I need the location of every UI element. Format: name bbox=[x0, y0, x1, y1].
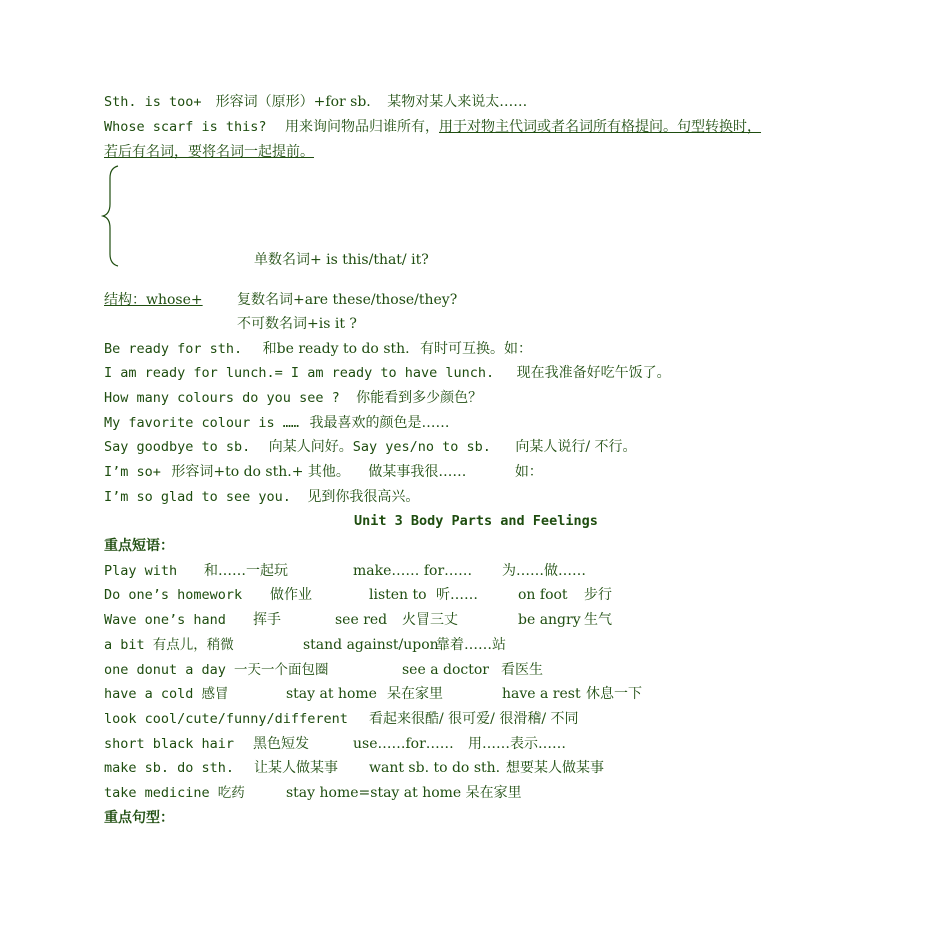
phrase-zh-2: 用……表示…… bbox=[468, 736, 566, 752]
brace-icon bbox=[100, 164, 124, 268]
phrase-en: look cool/cute/funny/different bbox=[104, 711, 348, 727]
example-so-glad bbox=[104, 487, 419, 507]
note-how-many bbox=[104, 388, 482, 408]
note-whose bbox=[104, 117, 761, 137]
phrase-en-2: stay at home bbox=[286, 686, 377, 702]
phrase-en-2: Say yes/no to sb. bbox=[352, 439, 491, 455]
phrase-en: Sth. is too+ bbox=[104, 94, 210, 110]
phrase-en: I’m so+ bbox=[104, 464, 161, 480]
phrase-zh-2: 听…… bbox=[436, 587, 478, 603]
phrase-explanation-underlined: 用于对物主代词或者名词所有格提问。句型转换时， bbox=[439, 119, 762, 135]
phrase-row bbox=[104, 684, 642, 704]
phrase-en-3: be angry bbox=[518, 612, 581, 628]
phrase-mixed: take medicine 吃药 bbox=[104, 785, 245, 801]
example-en: I’m so glad to see you. bbox=[104, 489, 291, 505]
phrase-zh: 做作业 bbox=[270, 587, 312, 603]
structure-plural: 复数名词+are these/those/they? bbox=[237, 292, 458, 308]
phrase-en: How many colours do you see ? bbox=[104, 390, 340, 406]
phrase-example-marker: 如： bbox=[514, 464, 543, 480]
example-zh: 现在我准备好吃午饭了。 bbox=[516, 365, 671, 381]
phrase-row bbox=[104, 709, 579, 729]
phrase-meaning: 做某事我很…… bbox=[368, 464, 467, 480]
unit-title: Unit 3 Body Parts and Feelings bbox=[354, 513, 598, 529]
phrase-row bbox=[104, 561, 586, 581]
phrase-zh-2: 看医生 bbox=[501, 662, 543, 678]
phrase-meaning-2: 向某人说行/ 不行。 bbox=[515, 439, 637, 455]
phrase-meaning: 向某人问好。 bbox=[268, 439, 353, 455]
phrase-zh-3: 休息一下 bbox=[586, 686, 642, 702]
phrase-row bbox=[104, 635, 506, 655]
phrase-row bbox=[104, 585, 612, 605]
phrase-en-3: have a rest bbox=[502, 686, 581, 702]
phrase-zh-3: 生气 bbox=[584, 612, 612, 628]
phrase-en-2: stand against/upon bbox=[303, 637, 439, 653]
phrase-meaning: 我最喜欢的颜色是…… bbox=[309, 415, 450, 431]
phrase-en: My favorite colour is …… bbox=[104, 415, 300, 431]
phrase-en: Wave one’s hand bbox=[104, 612, 226, 628]
phrase-zh: 看起来很酷/ 很可爱/ 很滑稽/ 不同 bbox=[369, 711, 579, 727]
example-ready-lunch bbox=[104, 363, 671, 383]
phrase-en-2: listen to bbox=[369, 587, 427, 603]
note-too-adj bbox=[104, 92, 527, 112]
phrase-zh-2: 火冒三丈 bbox=[402, 612, 458, 628]
note-be-ready bbox=[104, 339, 532, 359]
phrase-zh: 黑色短发 bbox=[253, 736, 309, 752]
phrase-row bbox=[104, 734, 566, 754]
phrase-mixed: have a cold 感冒 bbox=[104, 686, 229, 702]
note-say-goodbye bbox=[104, 437, 637, 457]
phrase-zh-2: 呆在家里 bbox=[387, 686, 443, 702]
example-en: I am ready for lunch.= I am ready to have lunch. bbox=[104, 365, 495, 381]
example-zh: 见到你我很高兴。 bbox=[307, 489, 420, 505]
phrase-en-2: see a doctor bbox=[402, 662, 489, 678]
phrase-en-2: use……for…… bbox=[353, 736, 454, 752]
phrase-explanation: 用来询问物品归谁所有， bbox=[285, 119, 440, 135]
phrase-row bbox=[104, 660, 543, 680]
phrase-row bbox=[104, 758, 604, 778]
phrase-en: Whose scarf is this? bbox=[104, 119, 267, 135]
structure-uncountable: 不可数名词+is it ? bbox=[237, 316, 357, 332]
note-favorite-colour bbox=[104, 413, 450, 433]
phrase-structure: 形容词+to do sth.+ 其他。 bbox=[171, 464, 350, 480]
phrase-en: Play with bbox=[104, 563, 178, 579]
phrase-meaning: 某物对某人来说太…… bbox=[387, 94, 528, 110]
phrase-row bbox=[104, 783, 522, 803]
phrase-zh-2: 靠着……站 bbox=[436, 637, 506, 653]
phrase-meaning: 有时可互换。如： bbox=[420, 341, 533, 357]
phrase-en-2: make…… for…… bbox=[353, 563, 473, 579]
phrase-mixed: one donut a day 一天一个面包圈 bbox=[104, 662, 329, 678]
phrase-en: Say goodbye to sb. bbox=[104, 439, 251, 455]
sentences-heading: 重点句型： bbox=[104, 810, 174, 826]
phrase-zh: 和……一起玩 bbox=[204, 563, 288, 579]
phrase-zh: 让某人做某事 bbox=[254, 760, 338, 776]
phrase-en: make sb. do sth. bbox=[104, 760, 235, 776]
phrase-en: Do one’s homework bbox=[104, 587, 243, 603]
phrase-structure: 和be ready to do sth. bbox=[262, 341, 410, 357]
structure-singular: 单数名词+ is this/that/ it? bbox=[254, 252, 429, 268]
phrases-heading: 重点短语： bbox=[104, 538, 174, 554]
phrase-zh-3: 步行 bbox=[584, 587, 612, 603]
phrase-mixed: a bit 有点儿，稍微 bbox=[104, 637, 234, 653]
phrase-en-2: want sb. to do sth. bbox=[369, 760, 501, 776]
phrase-en-3: on foot bbox=[518, 587, 568, 603]
structure-label-row bbox=[104, 290, 457, 310]
note-so-adj bbox=[104, 462, 543, 482]
phrase-en: Be ready for sth. bbox=[104, 341, 243, 357]
phrase-structure: 形容词（原形）+for sb. bbox=[215, 94, 371, 110]
phrase-zh: 挥手 bbox=[253, 612, 281, 628]
note-whose-continued: 若后有名词，要将名词一起提前。 bbox=[104, 144, 314, 160]
phrase-zh-2: 想要某人做某事 bbox=[506, 760, 604, 776]
phrase-en-2: see red bbox=[335, 612, 388, 628]
phrase-meaning: 你能看到多少颜色？ bbox=[356, 390, 483, 406]
structure-label: 结构：whose+ bbox=[104, 292, 203, 308]
phrase-en: short black hair bbox=[104, 736, 235, 752]
phrase-row bbox=[104, 610, 612, 630]
phrase-mixed-2: stay home=stay at home 呆在家里 bbox=[286, 785, 522, 801]
phrase-zh-2: 为……做…… bbox=[502, 563, 586, 579]
